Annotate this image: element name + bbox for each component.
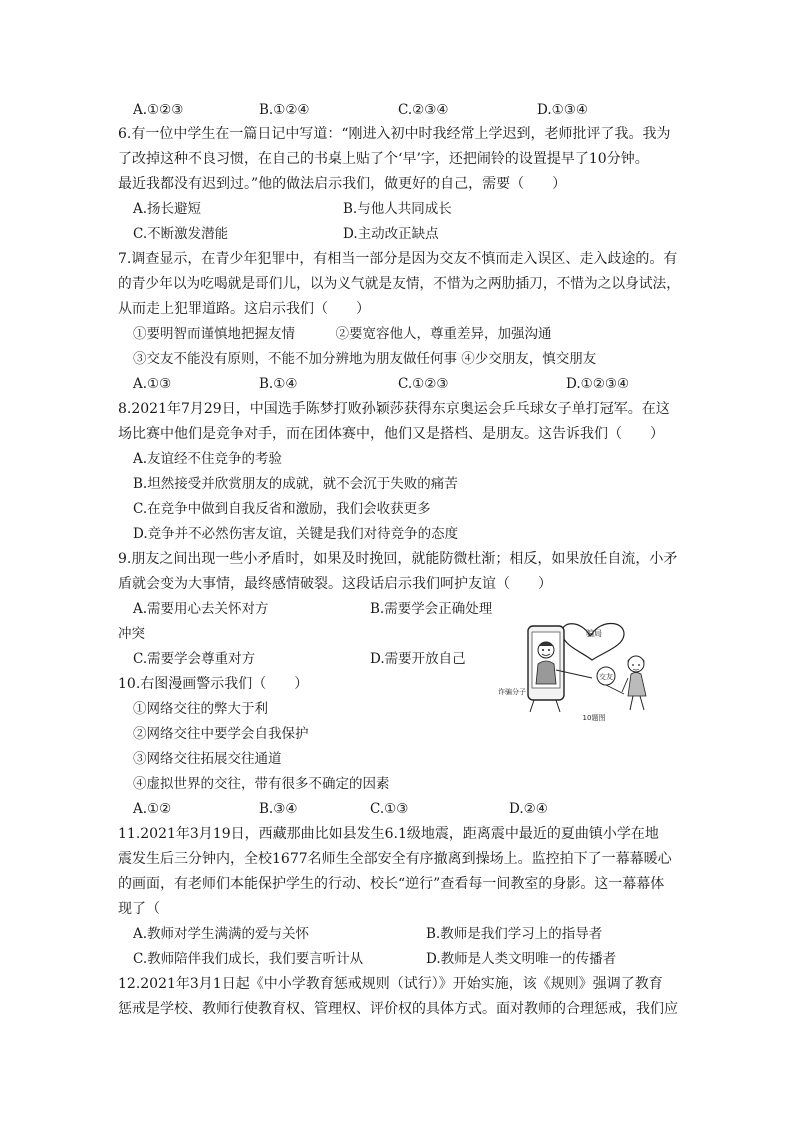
q7-statement-2: ③交友不能没有原则，不能不加分辨地为朋友做任何事 ④少交朋友，慎交朋友: [133, 351, 597, 367]
q9-option-b: B.需要学会正确处理: [370, 601, 493, 617]
comic-caption: 10题图: [582, 714, 606, 722]
q9-option-c: C.需要学会尊重对方: [133, 651, 256, 667]
q7-option-d: D.①②③④: [566, 376, 630, 392]
q10-statement-1: ①网络交往的弊大于利: [133, 701, 268, 717]
q10-statement-3: ③网络交往拓展交往通道: [133, 751, 282, 767]
q6-option-c: C.不断激发潜能: [133, 226, 229, 242]
q8-option-d: D.竞争并不必然伤害友谊，关键是我们对待竞争的态度: [133, 526, 459, 542]
q8-stem-line2: 场比赛中他们是竞争对手，而在团体赛中，他们又是搭档、是朋友。这告诉我们（ ）: [118, 426, 664, 442]
q12-stem-line1: 12.2021年3月1日起《中小学教育惩戒规则（试行）》开始实施，该《规则》强调了教育: [118, 976, 663, 992]
q11-option-c: C.教师陪伴我们成长，我们要言听计从: [133, 951, 364, 967]
q8-option-c: C.在竞争中做到自我反省和激励，我们会收获更多: [133, 501, 431, 517]
q7-stem-line1: 7.调查显示，在青少年犯罪中，有相当一部分是因为交友不慎而走入误区、走入歧途的。有: [118, 251, 678, 267]
q10-statement-4: ④虚拟世界的交往，带有很多不确定的因素: [133, 776, 390, 792]
q5-option-a: A.①②③: [133, 102, 184, 118]
comic-person-label: 诈骗分子: [498, 688, 526, 696]
q7-option-b: B.①④: [259, 376, 298, 392]
comic-drawing: [498, 614, 670, 726]
q9-stem-line1: 9.朋友之间出现一些小矛盾时，如果及时挽回，就能防微杜渐；相反，如果放任自流，小矛: [118, 551, 678, 567]
comic-heart-label: 骗局: [586, 629, 602, 638]
q9-option-d: D.需要开放自己: [370, 651, 466, 667]
q7-option-c: C.①②③: [398, 376, 449, 392]
q7-option-a: A.①③: [133, 376, 172, 392]
q10-stem: 10.右图漫画警示我们（ ）: [118, 676, 309, 692]
comic-balloon-label: 交友: [599, 673, 613, 681]
q8-option-a: A.友谊经不住竞争的考验: [133, 451, 283, 467]
q10-option-a: A.①②: [133, 801, 172, 817]
q11-stem-line2: 震发生后三分钟内，全校1677名师生全部安全有序撤离到操场上。监控拍下了一幕幕暖心: [118, 851, 672, 867]
q11-stem-line3: 的画面，有老师们本能保护学生的行动、校长“逆行”查看每一间教室的身影。这一幕幕体: [118, 876, 665, 892]
q10-comic-illustration: [498, 614, 670, 726]
q11-option-d: D.教师是人类文明唯一的传播者: [426, 951, 617, 967]
q10-option-d: D.②④: [509, 801, 548, 817]
q9-stem-line2: 盾就会变为大事情，最终感情破裂。这段话启示我们呵护友谊（ ）: [118, 576, 552, 592]
q5-option-d: D.①③④: [537, 102, 588, 118]
q8-option-b: B.坦然接受并欣赏朋友的成就，就不会沉于失败的痛苦: [133, 476, 458, 492]
q6-stem-line3: 最近我都没有迟到过。”他的做法启示我们，做更好的自己，需要（ ）: [118, 176, 567, 192]
q7-stem-line3: 从而走上犯罪道路。这启示我们（ ）: [118, 301, 370, 317]
q6-option-a: A.扬长避短: [133, 201, 202, 217]
q7-statement-1: ①要明智而谨慎地把握友情 ②要宽容他人，尊重差异，加强沟通: [133, 326, 552, 342]
q5-option-c: C.②③④: [398, 102, 449, 118]
q9-option-b-continued: 冲突: [118, 626, 145, 642]
q6-option-d: D.主动改正缺点: [343, 226, 439, 242]
q6-stem-line1: 6.有一位中学生在一篇日记中写道：“刚进入初中时我经常上学迟到，老师批评了我。我为: [118, 126, 671, 142]
q11-stem-line4: 现了（: [118, 901, 160, 917]
q6-option-b: B.与他人共同成长: [343, 201, 452, 217]
q7-stem-line2: 的青少年以为吃喝就是哥们儿，以为义气就是友情，不惜为之两肋插刀，不惜为之以身试法，: [118, 276, 680, 292]
q11-option-b: B.教师是我们学习上的指导者: [426, 926, 603, 942]
q8-stem-line1: 8.2021年7月29日，中国选手陈梦打败孙颖莎获得东京奥运会乒乓球女子单打冠军。在这: [118, 401, 670, 417]
q10-option-c: C.①③: [370, 801, 409, 817]
q11-option-a: A.教师对学生满满的爱与关怀: [133, 926, 310, 942]
q11-stem-line1: 11.2021年3月19日，西藏那曲比如县发生6.1级地震，距离震中最近的夏曲镇小学在地: [118, 826, 659, 842]
q5-option-b: B.①②④: [259, 102, 310, 118]
q9-option-a: A.需要用心去关怀对方: [133, 601, 269, 617]
q12-stem-line2: 惩戒是学校、教师行使教育权、管理权、评价权的具体方式。面对教师的合理惩戒，我们应: [118, 1001, 678, 1017]
q10-statement-2: ②网络交往中要学会自我保护: [133, 726, 309, 742]
q10-option-b: B.③④: [259, 801, 298, 817]
q6-stem-line2: 了改掉这种不良习惯，在自己的书桌上贴了个‘早’字，还把闹铃的设置提早了10分钟。: [118, 151, 649, 167]
